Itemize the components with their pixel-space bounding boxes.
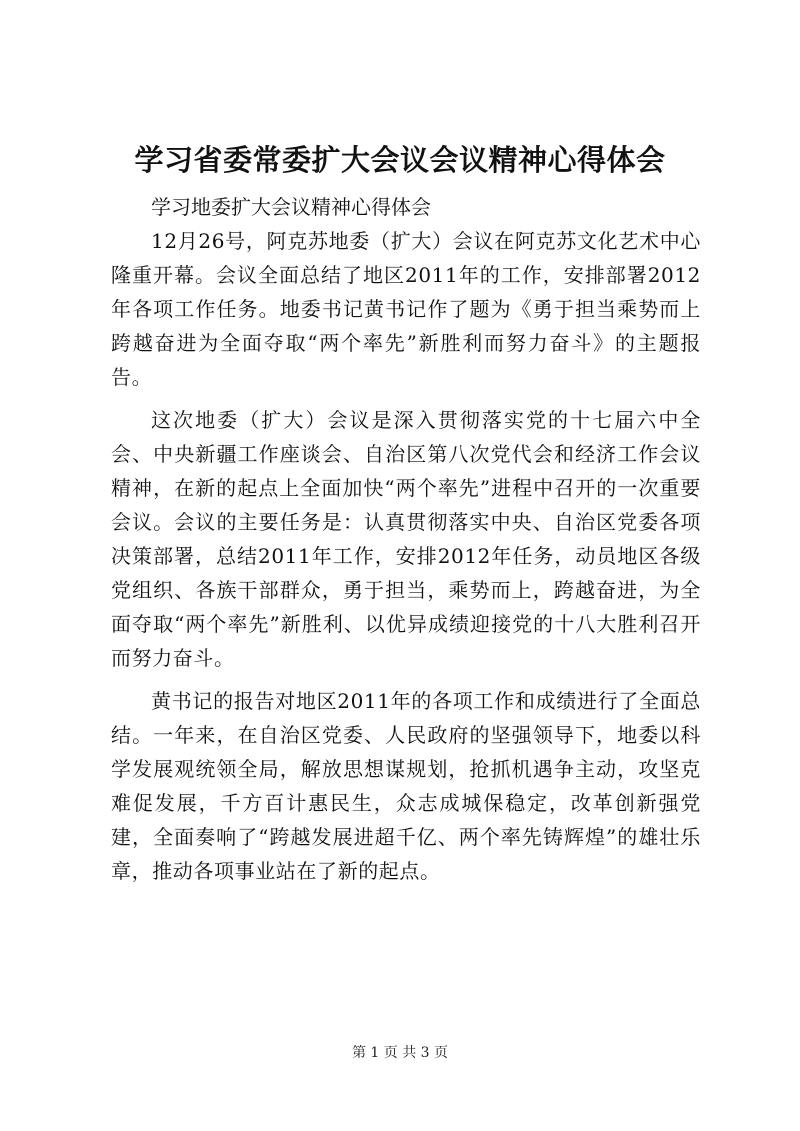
paragraph-3: 黄书记的报告对地区2011年的各项工作和成绩进行了全面总结。一年来，在自治区党委、人民政府的坚强领导下，地委以科学发展观统领全局，解放思想谋规划，抢抓机遇争主动，攻坚克难促发展，千方百计惠民生，众志成城保稳定，改革创新强党建，全面奏响了“跨越发展进超千亿、两个率先铸辉煌”的雄壮乐章，推动各项事业站在了新的起点。 [111, 689, 701, 883]
page-footer: 第 1 页 共 3 页 [351, 1045, 449, 1061]
subtitle-paragraph: 学习地委扩大会议精神心得体会 [151, 195, 431, 219]
paragraph-1: 12月26号，阿克苏地委（扩大）会议在阿克苏文化艺术中心隆重开幕。会议全面总结了地区2011年的工作，安排部署2012年各项工作任务。地委书记黄书记作了题为《勇于担当乘势而上跨越奋进为全面夺取“两个率先”新胜利而努力奋斗》的主题报告。 [111, 229, 701, 389]
paragraph-2: 这次地委（扩大）会议是深入贯彻落实党的十七届六中全会、中央新疆工作座谈会、自治区第八次党代会和经济工作会议精神，在新的起点上全面加快“两个率先”进程中召开的一次重要会议。会议的主要任务是：认真贯彻落实中央、自治区党委各项决策部署，总结2011年工作，安排2012年任务，动员地区各级党组织、各族干部群众，勇于担当，乘势而上，跨越奋进，为全面夺取“两个率先”新胜利、以优异成绩迎接党的十八大胜利召开而努力奋斗。 [111, 408, 701, 670]
document-body [111, 190, 701, 888]
document-title: 学习省委常委扩大会议会议精神心得体会 [134, 143, 666, 177]
